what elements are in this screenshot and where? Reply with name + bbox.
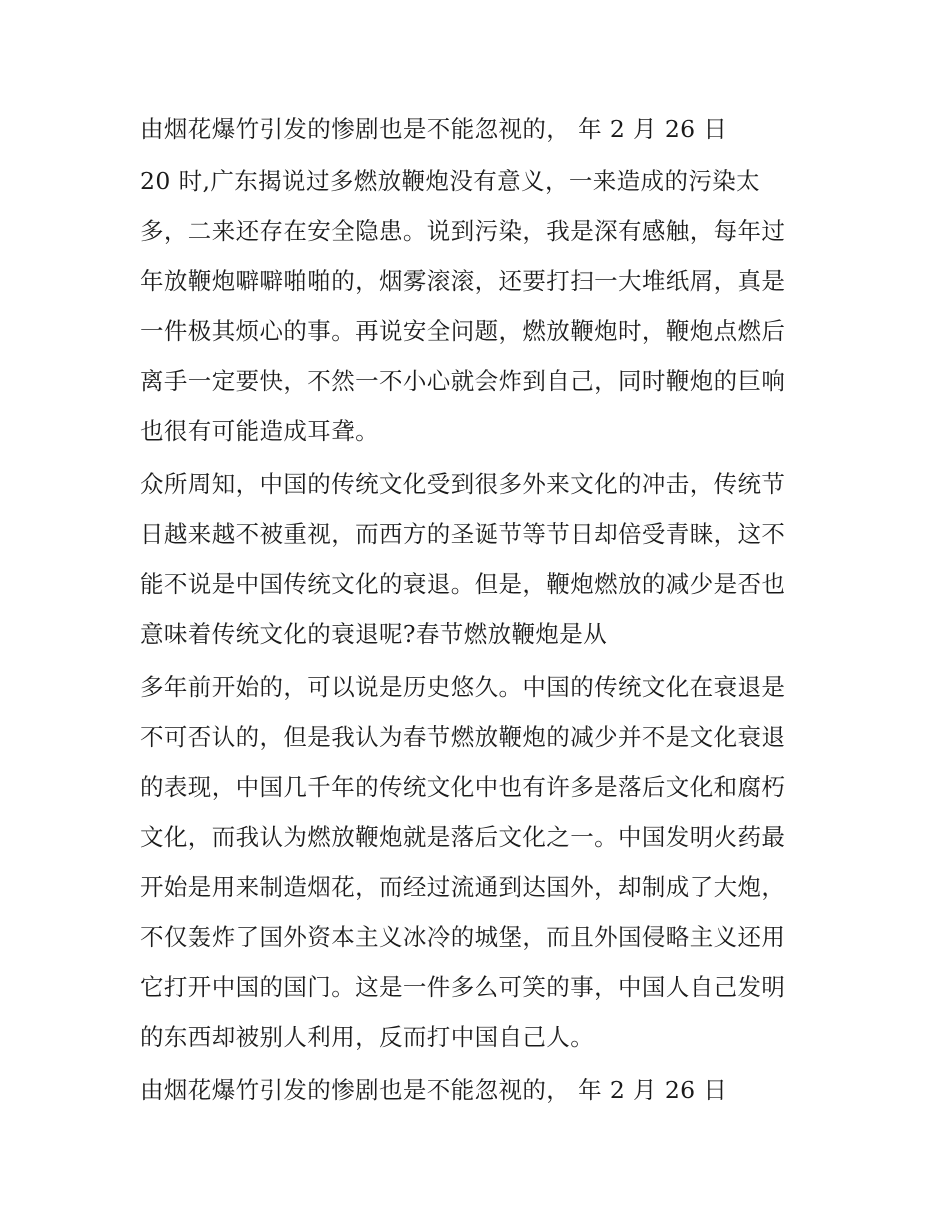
- text-line: 由烟花爆竹引发的惨剧也是不能忽视的， 年 2 月 26 日: [140, 115, 728, 143]
- text-line: 一件极其烦心的事。再说安全问题，燃放鞭炮时，鞭炮点燃后: [140, 317, 786, 345]
- text-line: 能不说是中国传统文化的衰退。但是，鞭炮燃放的减少是否也: [140, 570, 786, 598]
- text-line: 意味着传统文化的衰退呢?春节燃放鞭炮是从: [140, 620, 608, 648]
- text-line: 日越来越不被重视，而西方的圣诞节等节日却倍受青睐，这不: [140, 520, 786, 548]
- text-line: 年放鞭炮噼噼啪啪的，烟雾滚滚，还要打扫一大堆纸屑，真是: [140, 267, 786, 295]
- text-line: 离手一定要快，不然一不小心就会炸到自己，同时鞭炮的巨响: [140, 367, 786, 395]
- text-line: 由烟花爆竹引发的惨剧也是不能忽视的， 年 2 月 26 日: [140, 1076, 728, 1104]
- text-line: 20 时,广东揭说过多燃放鞭炮没有意义，一来造成的污染太: [140, 167, 761, 195]
- text-line: 文化，而我认为燃放鞭炮就是落后文化之一。中国发明火药最: [140, 823, 786, 851]
- text-line: 众所周知，中国的传统文化受到很多外来文化的冲击，传统节: [140, 470, 786, 498]
- text-line: 不仅轰炸了国外资本主义冰冷的城堡，而且外国侵略主义还用: [140, 923, 786, 951]
- text-line: 它打开中国的国门。这是一件多么可笑的事，中国人自己发明: [140, 973, 786, 1001]
- text-line: 不可否认的，但是我认为春节燃放鞭炮的减少并不是文化衰退: [140, 723, 786, 751]
- text-line: 多年前开始的，可以说是历史悠久。中国的传统文化在衰退是: [140, 673, 786, 701]
- text-line: 的表现，中国几千年的传统文化中也有许多是落后文化和腐朽: [140, 773, 786, 801]
- text-line: 也很有可能造成耳聋。: [140, 417, 379, 445]
- text-line: 开始是用来制造烟花，而经过流通到达国外，却制成了大炮，: [140, 873, 786, 901]
- text-line: 多，二来还存在安全隐患。说到污染，我是深有感触，每年过: [140, 217, 786, 245]
- text-line: 的东西却被别人利用，反而打中国自己人。: [140, 1023, 595, 1051]
